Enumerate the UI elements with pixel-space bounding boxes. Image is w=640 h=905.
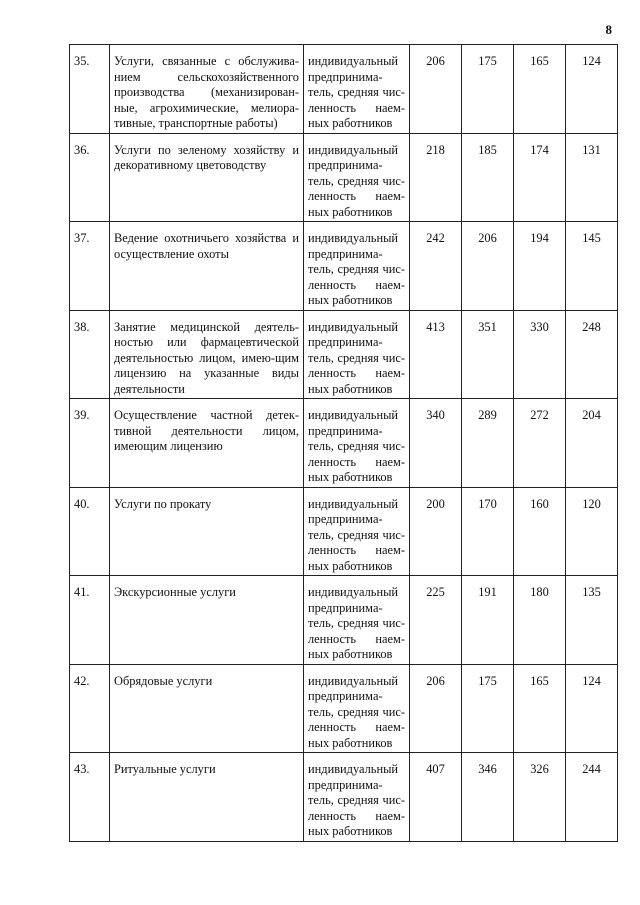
service-name-cell: Ритуальные услуги — [110, 753, 304, 842]
basis-cell: индивидуальный предпринима-тель, средняя чис-ленность наем-ных работников — [304, 310, 410, 399]
rate-value-cell: 185 — [462, 133, 514, 222]
basis-cell: индивидуальный предпринима-тель, средняя чис-ленность наем-ных работников — [304, 664, 410, 753]
table-body — [70, 45, 618, 842]
rate-value-cell: 124 — [566, 664, 618, 753]
row-number-cell: 41. — [70, 576, 110, 665]
rate-value-cell: 165 — [514, 45, 566, 134]
service-name-cell: Занятие медицинской деятель-ностью или фармацевтической деятельностью лицом, имею-щим лицензию на указанные виды деятельности — [110, 310, 304, 399]
rates-table — [69, 44, 618, 842]
rate-value-cell: 242 — [410, 222, 462, 311]
row-number-cell: 43. — [70, 753, 110, 842]
basis-cell: индивидуальный предпринима-тель, средняя чис-ленность наем-ных работников — [304, 133, 410, 222]
table-row — [70, 133, 618, 222]
service-name-cell: Осуществление частной детек-тивной деятельности лицом, имеющим лицензию — [110, 399, 304, 488]
table-row — [70, 664, 618, 753]
rate-value-cell: 135 — [566, 576, 618, 665]
rate-value-cell: 206 — [462, 222, 514, 311]
rate-value-cell: 340 — [410, 399, 462, 488]
rate-value-cell: 346 — [462, 753, 514, 842]
table-row — [70, 399, 618, 488]
rate-value-cell: 124 — [566, 45, 618, 134]
row-number-cell: 40. — [70, 487, 110, 576]
table-row — [70, 753, 618, 842]
service-name-cell: Обрядовые услуги — [110, 664, 304, 753]
rate-value-cell: 170 — [462, 487, 514, 576]
service-name-cell: Экскурсионные услуги — [110, 576, 304, 665]
basis-cell: индивидуальный предпринима-тель, средняя чис-ленность наем-ных работников — [304, 399, 410, 488]
row-number-cell: 42. — [70, 664, 110, 753]
service-name-cell: Услуги по зеленому хозяйству и декоративному цветоводству — [110, 133, 304, 222]
row-number-cell: 37. — [70, 222, 110, 311]
rate-value-cell: 120 — [566, 487, 618, 576]
rate-value-cell: 165 — [514, 664, 566, 753]
row-number-cell: 36. — [70, 133, 110, 222]
basis-cell: индивидуальный предпринима-тель, средняя чис-ленность наем-ных работников — [304, 576, 410, 665]
basis-cell: индивидуальный предпринима-тель, средняя чис-ленность наем-ных работников — [304, 753, 410, 842]
rate-value-cell: 330 — [514, 310, 566, 399]
rate-value-cell: 326 — [514, 753, 566, 842]
rate-value-cell: 206 — [410, 45, 462, 134]
service-name-cell: Услуги по прокату — [110, 487, 304, 576]
rate-value-cell: 407 — [410, 753, 462, 842]
rate-value-cell: 351 — [462, 310, 514, 399]
table-row — [70, 45, 618, 134]
table-row — [70, 576, 618, 665]
rate-value-cell: 194 — [514, 222, 566, 311]
rate-value-cell: 244 — [566, 753, 618, 842]
service-name-cell: Услуги, связанные с обслужива-нием сельскохозяйственного производства (механизирован-ные, агрохимические, мелиора-тивные, транспортные работы) — [110, 45, 304, 134]
rate-value-cell: 248 — [566, 310, 618, 399]
rate-value-cell: 289 — [462, 399, 514, 488]
basis-cell: индивидуальный предпринима-тель, средняя чис-ленность наем-ных работников — [304, 45, 410, 134]
basis-cell: индивидуальный предпринима-тель, средняя чис-ленность наем-ных работников — [304, 222, 410, 311]
table-row — [70, 487, 618, 576]
rate-value-cell: 160 — [514, 487, 566, 576]
rate-value-cell: 200 — [410, 487, 462, 576]
rate-value-cell: 174 — [514, 133, 566, 222]
row-number-cell: 38. — [70, 310, 110, 399]
rate-value-cell: 180 — [514, 576, 566, 665]
rate-value-cell: 175 — [462, 45, 514, 134]
rate-value-cell: 131 — [566, 133, 618, 222]
rate-value-cell: 272 — [514, 399, 566, 488]
page-number: 8 — [605, 22, 612, 37]
rate-value-cell: 413 — [410, 310, 462, 399]
table-row — [70, 310, 618, 399]
table-row — [70, 222, 618, 311]
rate-value-cell: 145 — [566, 222, 618, 311]
rate-value-cell: 218 — [410, 133, 462, 222]
service-name-cell: Ведение охотничьего хозяйства и осуществление охоты — [110, 222, 304, 311]
rate-value-cell: 225 — [410, 576, 462, 665]
rate-value-cell: 206 — [410, 664, 462, 753]
row-number-cell: 35. — [70, 45, 110, 134]
basis-cell: индивидуальный предпринима-тель, средняя чис-ленность наем-ных работников — [304, 487, 410, 576]
rate-value-cell: 204 — [566, 399, 618, 488]
rate-value-cell: 191 — [462, 576, 514, 665]
rate-value-cell: 175 — [462, 664, 514, 753]
row-number-cell: 39. — [70, 399, 110, 488]
